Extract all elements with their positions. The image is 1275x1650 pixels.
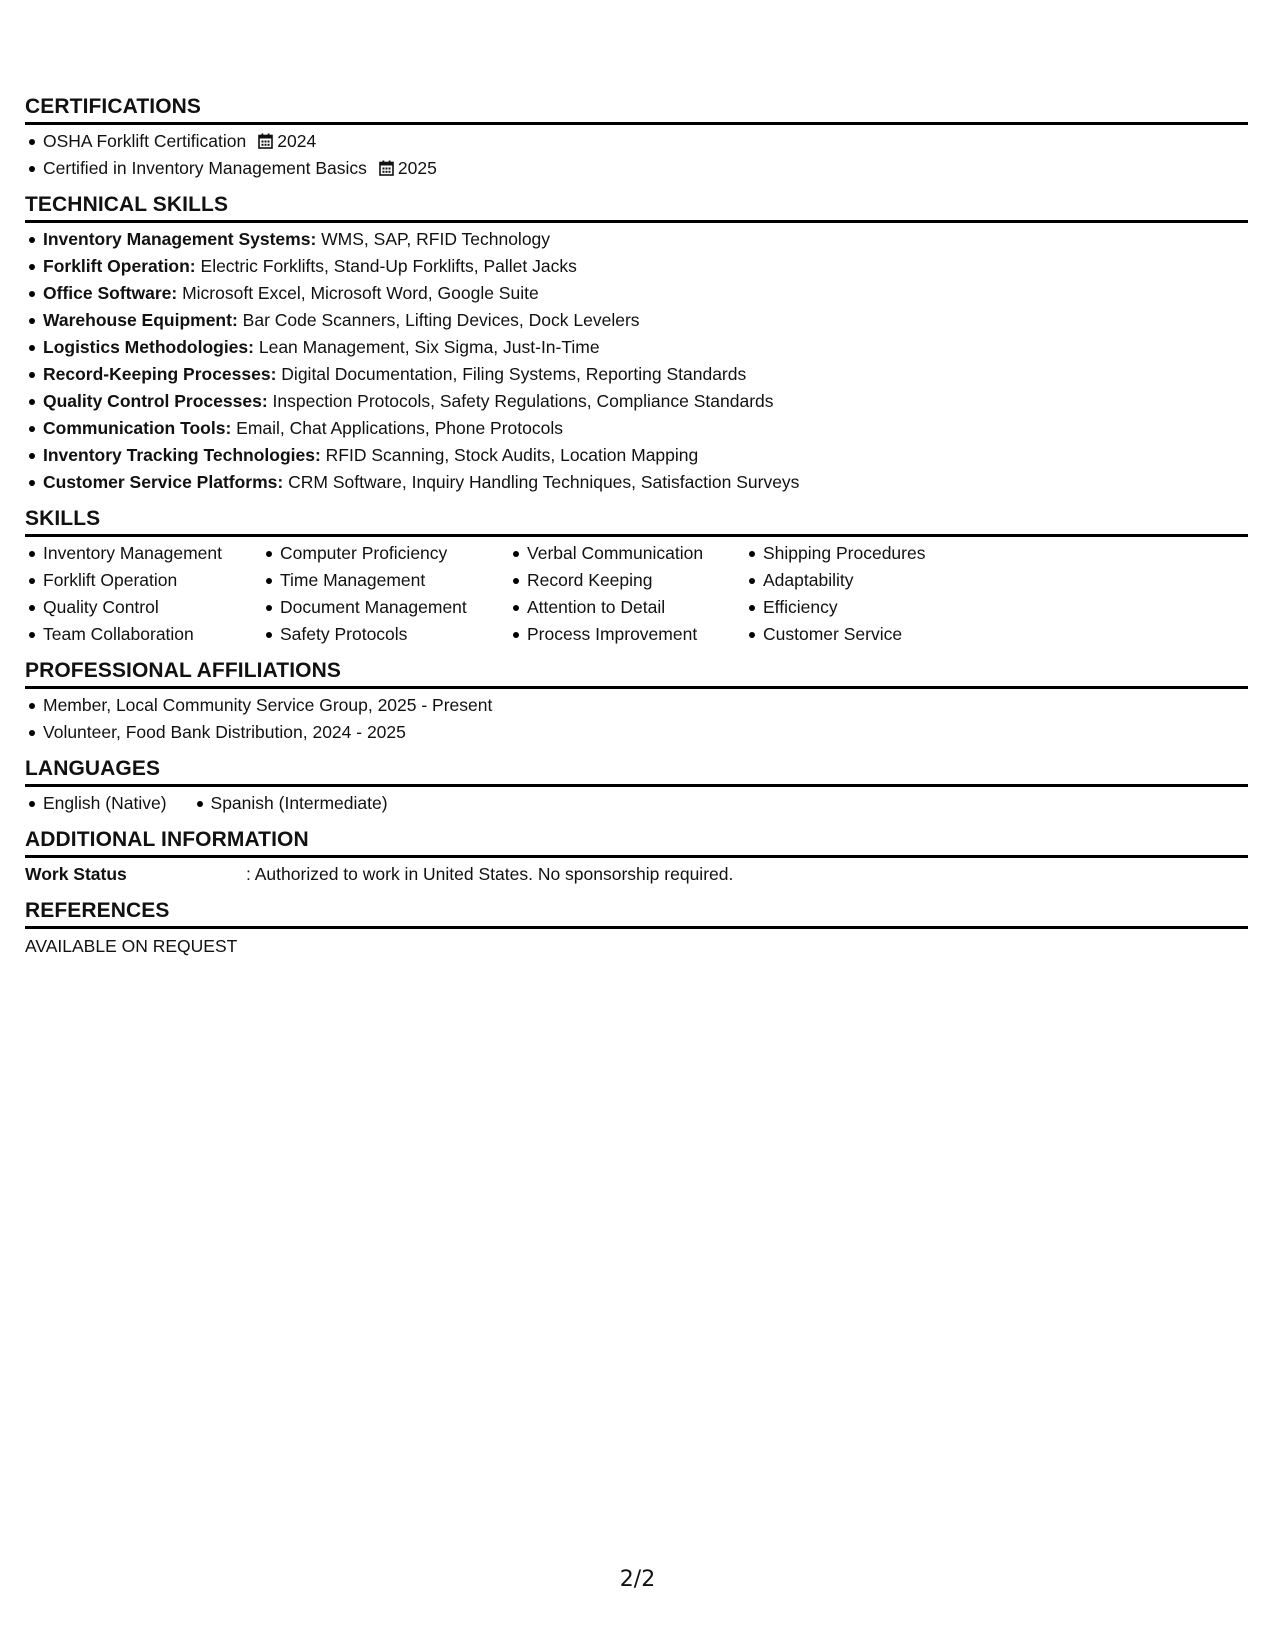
list-item (25, 155, 1248, 182)
skill-details: Bar Code Scanners, Lifting Devices, Dock Levelers (242, 310, 640, 330)
skill-details: Microsoft Excel, Microsoft Word, Google Suite (182, 283, 539, 303)
skill-details: CRM Software, Inquiry Handling Techniques, Satisfaction Surveys (288, 472, 800, 492)
skill-category: Office Software: (43, 283, 178, 303)
additional-info-section (25, 825, 1248, 888)
section-divider (25, 926, 1248, 929)
list-item (25, 226, 1248, 253)
certifications-list (25, 128, 1248, 182)
list-item: Shipping Procedures (745, 540, 1005, 567)
page-number: 2/2 (619, 1567, 656, 1592)
work-status-value: : Authorized to work in United States. No sponsorship required. (246, 864, 734, 884)
skills-column (25, 540, 262, 648)
skill-details: Digital Documentation, Filing Systems, Reporting Standards (281, 364, 747, 384)
list-item: English (Native) (25, 790, 167, 817)
calendar-icon (258, 130, 273, 157)
list-item (25, 280, 1248, 307)
additional-info-heading: ADDITIONAL INFORMATION (25, 828, 309, 851)
technical-skills-section (25, 190, 1248, 496)
affiliations-section (25, 656, 1248, 746)
list-item (25, 388, 1248, 415)
list-item: Team Collaboration (25, 621, 262, 648)
skill-details: WMS, SAP, RFID Technology (321, 229, 551, 249)
references-section (25, 896, 1248, 960)
list-item (25, 334, 1248, 361)
skill-details: Lean Management, Six Sigma, Just-In-Time (258, 337, 600, 357)
list-item: Time Management (262, 567, 509, 594)
list-item: Inventory Management (25, 540, 262, 567)
skill-details: RFID Scanning, Stock Audits, Location Mapping (325, 445, 699, 465)
certification-name: Certified in Inventory Management Basics (43, 158, 367, 178)
work-status-label: Work Status (25, 864, 127, 884)
list-item: Efficiency (745, 594, 1005, 621)
certification-year: 2025 (397, 158, 437, 178)
list-item: Quality Control (25, 594, 262, 621)
languages-list (25, 790, 1248, 817)
list-item: Volunteer, Food Bank Distribution, 2024 - 2025 (25, 719, 1248, 746)
skill-category: Customer Service Platforms: (43, 472, 284, 492)
list-item: Spanish (Intermediate) (193, 790, 388, 817)
affiliations-list (25, 692, 1248, 746)
affiliations-heading: PROFESSIONAL AFFILIATIONS (25, 659, 341, 682)
section-divider (25, 220, 1248, 223)
section-divider (25, 784, 1248, 787)
calendar-icon (379, 157, 394, 184)
skill-category: Communication Tools: (43, 418, 232, 438)
list-item: Attention to Detail (509, 594, 745, 621)
list-item (25, 361, 1248, 388)
skills-heading: SKILLS (25, 507, 101, 530)
certification-name: OSHA Forklift Certification (43, 131, 247, 151)
skills-section (25, 504, 1248, 648)
technical-skills-list (25, 226, 1248, 496)
list-item: Document Management (262, 594, 509, 621)
section-divider (25, 686, 1248, 689)
skill-category: Quality Control Processes: (43, 391, 268, 411)
references-heading: REFERENCES (25, 899, 170, 922)
list-item: Record Keeping (509, 567, 745, 594)
skill-details: Email, Chat Applications, Phone Protocols (236, 418, 563, 438)
resume-page (25, 92, 1248, 960)
list-item: Verbal Communication (509, 540, 745, 567)
skill-category: Logistics Methodologies: (43, 337, 254, 357)
languages-heading: LANGUAGES (25, 757, 161, 780)
skills-column (262, 540, 509, 648)
skill-details: Inspection Protocols, Safety Regulations, Compliance Standards (272, 391, 774, 411)
skill-category: Inventory Management Systems: (43, 229, 317, 249)
list-item: Computer Proficiency (262, 540, 509, 567)
section-divider (25, 122, 1248, 125)
list-item: Process Improvement (509, 621, 745, 648)
list-item (25, 128, 1248, 155)
list-item: Customer Service (745, 621, 1005, 648)
section-divider (25, 534, 1248, 537)
references-text: AVAILABLE ON REQUEST (25, 936, 238, 956)
list-item: Adaptability (745, 567, 1005, 594)
technical-skills-heading: TECHNICAL SKILLS (25, 193, 229, 216)
certifications-section (25, 92, 1248, 182)
skill-category: Inventory Tracking Technologies: (43, 445, 321, 465)
list-item: Safety Protocols (262, 621, 509, 648)
certification-year: 2024 (277, 131, 317, 151)
skills-grid (25, 540, 1248, 648)
list-item (25, 415, 1248, 442)
list-item (25, 307, 1248, 334)
list-item (25, 442, 1248, 469)
list-item: Member, Local Community Service Group, 2025 - Present (25, 692, 1248, 719)
list-item (25, 469, 1248, 496)
certifications-heading: CERTIFICATIONS (25, 95, 202, 118)
list-item: Forklift Operation (25, 567, 262, 594)
work-status-row (25, 861, 1248, 888)
languages-section (25, 754, 1248, 817)
list-item (25, 253, 1248, 280)
skill-category: Record-Keeping Processes: (43, 364, 277, 384)
skills-column (509, 540, 745, 648)
skills-column (745, 540, 1005, 648)
section-divider (25, 855, 1248, 858)
skill-category: Warehouse Equipment: (43, 310, 238, 330)
skill-category: Forklift Operation: (43, 256, 196, 276)
skill-details: Electric Forklifts, Stand-Up Forklifts, Pallet Jacks (200, 256, 577, 276)
